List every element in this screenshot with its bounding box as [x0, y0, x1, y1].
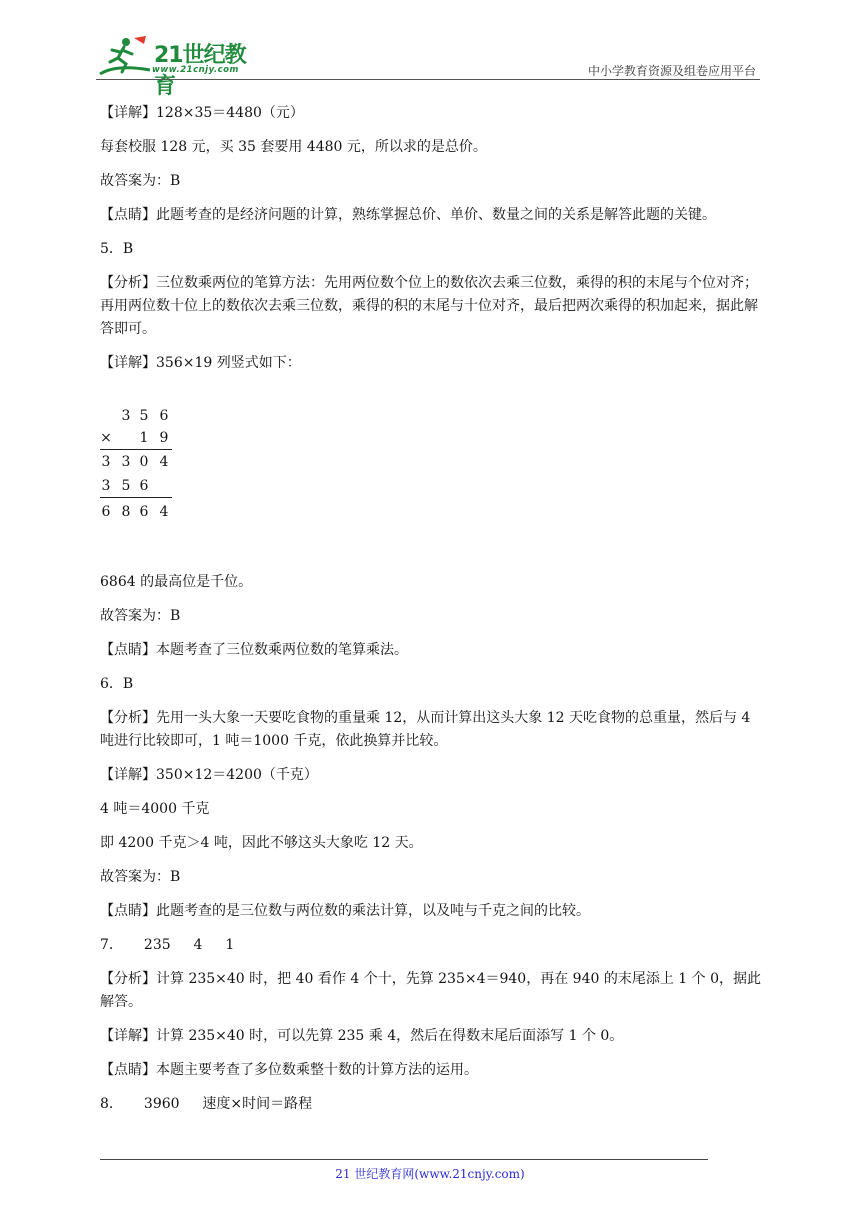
- calc-digit: 3: [121, 454, 131, 470]
- calc-digit: 8: [121, 504, 131, 520]
- calc-digit: 3: [101, 454, 111, 470]
- paragraph: 【分析】先用一头大象一天要吃食物的重量乘 12，从而计算出这头大象 12 天吃食物的总重量，然后与 4 吨进行比较即可，1 吨＝1000 千克，依此换算并比较。: [100, 710, 755, 749]
- logo-text: 21世纪教育: [154, 43, 246, 99]
- calc-digit: 3: [101, 478, 111, 494]
- calc-digit: 5: [139, 408, 149, 424]
- calc-operator: ×: [100, 430, 112, 446]
- paragraph: 4 吨＝4000 千克: [100, 801, 210, 817]
- footer-link[interactable]: 21 世纪教育网(www.21cnjy.com): [335, 1167, 525, 1181]
- calc-digit: 6: [139, 504, 149, 520]
- calc-digit: 6: [159, 408, 169, 424]
- footer-divider: [100, 1159, 708, 1160]
- paragraph: 故答案为：B: [100, 608, 181, 624]
- paragraph: 每套校服 128 元，买 35 套要用 4480 元，所以求的是总价。: [100, 139, 487, 155]
- question-number: 7． 235 4 1: [100, 937, 235, 953]
- document-body: [100, 102, 764, 1127]
- question-number: 8． 3960 速度×时间＝路程: [100, 1096, 313, 1112]
- calc-digit: 6: [139, 478, 149, 494]
- calc-digit: 4: [159, 504, 169, 520]
- paragraph: 【详解】356×19 列竖式如下：: [100, 355, 301, 371]
- logo-url: www.21cnjy.com: [152, 65, 239, 75]
- calc-digit: 3: [121, 408, 131, 424]
- vertical-multiplication: [100, 405, 764, 557]
- paragraph: 故答案为：B: [100, 173, 181, 189]
- paragraph: 【详解】128×35＝4480（元）: [100, 105, 304, 121]
- paragraph: 6864 的最高位是千位。: [100, 574, 253, 590]
- calc-digit: 9: [159, 430, 169, 446]
- calc-digit: 6: [101, 504, 111, 520]
- paragraph: 【详解】350×12＝4200（千克）: [100, 767, 318, 783]
- paragraph: 【分析】计算 235×40 时，把 40 看作 4 个十，先算 235×4＝940，再在 940 的末尾添上 1 个 0，据此解答。: [100, 971, 762, 1010]
- paragraph: 【详解】计算 235×40 时，可以先算 235 乘 4，然后在得数末尾后面添写 1 个 0。: [100, 1028, 624, 1044]
- calc-digit: 4: [159, 454, 169, 470]
- header-platform-text: 中小学教育资源及组卷应用平台: [587, 64, 756, 78]
- paragraph: 【点睛】本题考查了三位数乘两位数的笔算乘法。: [100, 642, 408, 658]
- paragraph: 即 4200 千克＞4 吨，因此不够这头大象吃 12 天。: [100, 835, 423, 851]
- question-number: 6．B: [100, 676, 134, 692]
- calc-rule: [100, 497, 172, 498]
- runner-logo-icon: [96, 34, 156, 78]
- question-number: 5．B: [100, 241, 134, 257]
- calc-digit: 0: [139, 454, 149, 470]
- paragraph: 【点睛】此题考查的是经济问题的计算，熟练掌握总价、单价、数量之间的关系是解答此题的关键。: [100, 207, 716, 223]
- paragraph: 【点睛】此题考查的是三位数与两位数的乘法计算，以及吨与千克之间的比较。: [100, 903, 590, 919]
- site-logo: [96, 34, 266, 99]
- calc-rule: [100, 449, 172, 450]
- paragraph: 故答案为：B: [100, 869, 181, 885]
- page-header: [96, 34, 760, 99]
- paragraph: 【点睛】本题主要考查了多位数乘整十数的计算方法的运用。: [100, 1062, 478, 1078]
- calc-digit: 1: [139, 430, 149, 446]
- header-divider: [96, 79, 760, 80]
- calc-digit: 5: [121, 478, 131, 494]
- paragraph: 【分析】三位数乘两位的笔算方法：先用两位数个位上的数依次去乘三位数，乘得的积的末尾与个位对齐；再用两位数十位上的数依次去乘三位数，乘得的积的末尾与十位对齐，最后把两次乘得的积加起来，据此解答即可。: [100, 275, 758, 337]
